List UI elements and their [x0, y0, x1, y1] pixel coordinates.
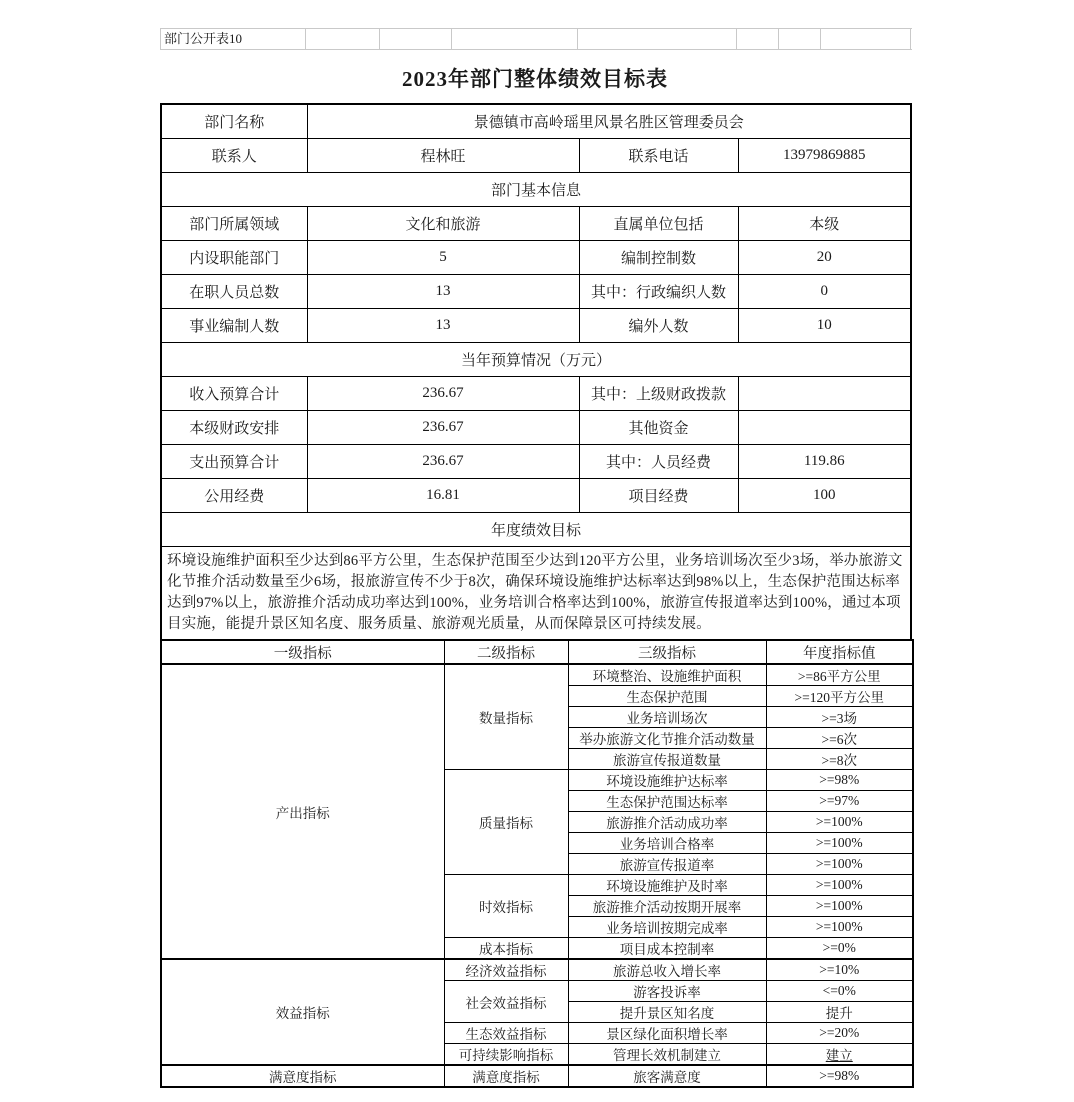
subunits-value: 本级 [738, 207, 911, 241]
superior-funds-label: 其中：上级财政拨款 [579, 377, 738, 411]
level3-cell: 环境设施维护达标率 [568, 770, 766, 791]
expense-budget-value: 236.67 [307, 445, 579, 479]
level1-cell-satisfaction: 满意度指标 [161, 1065, 444, 1087]
target-cell: >=100% [766, 896, 913, 917]
public-funds-row [161, 479, 911, 513]
level2-cell-quality: 质量指标 [444, 770, 568, 875]
target-cell: >=3场 [766, 707, 913, 728]
external-staff-label: 编外人数 [579, 309, 738, 343]
level3-cell: 环境整治、设施维护面积 [568, 664, 766, 686]
phone-label: 联系电话 [579, 139, 738, 173]
expense-budget-label: 支出预算合计 [161, 445, 307, 479]
level2-cell-social: 社会效益指标 [444, 981, 568, 1023]
project-funds-label: 项目经费 [579, 479, 738, 513]
sheet-label-cell: 部门公开表10 [160, 29, 306, 49]
phone-value: 13979869885 [738, 139, 911, 173]
level3-cell: 旅游推介活动按期开展率 [568, 896, 766, 917]
dept-name-row [161, 104, 911, 139]
empty-grid-cell [821, 29, 911, 49]
empty-grid-cell [737, 29, 779, 49]
indicator-row [161, 1065, 913, 1087]
indicator-header-row [161, 640, 913, 664]
internal-depts-label: 内设职能部门 [161, 241, 307, 275]
level3-cell: 环境设施维护及时率 [568, 875, 766, 896]
annual-goal-text: 环境设施维护面积至少达到86平方公里，生态保护范围至少达到120平方公里，业务培训场次至少3场，举办旅游文化节推介活动数量至少6场，报旅游宣传不少于8次，确保环境设施维护达标率达到98%以上，生态保护范围达标率达到97%以上，旅游推介活动成功率达到100%，业务培训合格率达到100%，旅游宣传报道率达到100%，通过本项目实施，能提升景区知名度、服务质量、旅游观光质量，从而保障景区可持续发展。 [161, 547, 911, 641]
employees-row [161, 275, 911, 309]
employees-total-label: 在职人员总数 [161, 275, 307, 309]
target-cell: >=6次 [766, 728, 913, 749]
admin-staff-value: 0 [738, 275, 911, 309]
document-content [160, 28, 912, 1088]
level2-cell-quantity: 数量指标 [444, 664, 568, 770]
domain-label: 部门所属领域 [161, 207, 307, 241]
public-funds-value: 16.81 [307, 479, 579, 513]
external-staff-value: 10 [738, 309, 911, 343]
level3-cell: 景区绿化面积增长率 [568, 1023, 766, 1044]
institution-staff-label: 事业编制人数 [161, 309, 307, 343]
indicator-table [160, 639, 914, 1088]
target-cell: >=100% [766, 812, 913, 833]
personnel-funds-label: 其中：人员经费 [579, 445, 738, 479]
level3-cell: 举办旅游文化节推介活动数量 [568, 728, 766, 749]
target-cell: >=86平方公里 [766, 664, 913, 686]
header-level3: 三级指标 [568, 640, 766, 664]
staffing-quota-value: 20 [738, 241, 911, 275]
target-cell: 建立 [766, 1044, 913, 1066]
level2-cell-satisfaction: 满意度指标 [444, 1065, 568, 1087]
local-finance-row [161, 411, 911, 445]
level3-cell: 生态保护范围达标率 [568, 791, 766, 812]
budget-section-row [161, 343, 911, 377]
target-cell: 提升 [766, 1002, 913, 1023]
goal-section-row [161, 513, 911, 547]
subunits-label: 直属单位包括 [579, 207, 738, 241]
indicator-row [161, 664, 913, 686]
income-budget-label: 收入预算合计 [161, 377, 307, 411]
level3-cell: 生态保护范围 [568, 686, 766, 707]
level3-cell: 旅游推介活动成功率 [568, 812, 766, 833]
expense-budget-row [161, 445, 911, 479]
target-cell: >=97% [766, 791, 913, 812]
level3-cell: 提升景区知名度 [568, 1002, 766, 1023]
public-funds-label: 公用经费 [161, 479, 307, 513]
institution-staff-value: 13 [307, 309, 579, 343]
level3-cell: 项目成本控制率 [568, 938, 766, 960]
superior-funds-value [738, 377, 911, 411]
other-funds-value [738, 411, 911, 445]
empty-grid-cell [452, 29, 578, 49]
header-level1: 一级指标 [161, 640, 444, 664]
domain-value: 文化和旅游 [307, 207, 579, 241]
employees-total-value: 13 [307, 275, 579, 309]
page-title: 2023年部门整体绩效目标表 [402, 67, 668, 91]
indicator-row [161, 959, 913, 981]
level2-cell-cost: 成本指标 [444, 938, 568, 960]
goal-section-title: 年度绩效目标 [161, 513, 911, 547]
goal-text-row [161, 547, 911, 641]
target-cell: >=100% [766, 917, 913, 938]
level1-cell-output: 产出指标 [161, 664, 444, 959]
level2-cell-economic: 经济效益指标 [444, 959, 568, 981]
target-cell: >=0% [766, 938, 913, 960]
level3-cell: 业务培训场次 [568, 707, 766, 728]
local-finance-label: 本级财政安排 [161, 411, 307, 445]
budget-section-title: 当年预算情况（万元） [161, 343, 911, 377]
institution-staff-row [161, 309, 911, 343]
contact-label: 联系人 [161, 139, 307, 173]
level3-cell: 业务培训按期完成率 [568, 917, 766, 938]
target-cell: >=100% [766, 833, 913, 854]
target-cell: >=8次 [766, 749, 913, 770]
level2-cell-ecological: 生态效益指标 [444, 1023, 568, 1044]
level3-cell: 旅客满意度 [568, 1065, 766, 1087]
basic-info-section-title: 部门基本信息 [161, 173, 911, 207]
empty-grid-cell [306, 29, 380, 49]
target-cell: >=120平方公里 [766, 686, 913, 707]
empty-grid-cell [578, 29, 737, 49]
contact-row [161, 139, 911, 173]
spreadsheet-gridline-row [160, 28, 912, 50]
income-budget-row [161, 377, 911, 411]
basic-info-section-row [161, 173, 911, 207]
dept-name-label: 部门名称 [161, 104, 307, 139]
domain-row [161, 207, 911, 241]
target-cell: >=100% [766, 854, 913, 875]
target-cell: <=0% [766, 981, 913, 1002]
target-cell: >=98% [766, 770, 913, 791]
level3-cell: 旅游宣传报道率 [568, 854, 766, 875]
header-level2: 二级指标 [444, 640, 568, 664]
staffing-quota-label: 编制控制数 [579, 241, 738, 275]
internal-depts-row [161, 241, 911, 275]
target-cell: >=20% [766, 1023, 913, 1044]
income-budget-value: 236.67 [307, 377, 579, 411]
header-target: 年度指标值 [766, 640, 913, 664]
level3-cell: 旅游总收入增长率 [568, 959, 766, 981]
level3-cell: 业务培训合格率 [568, 833, 766, 854]
other-funds-label: 其他资金 [579, 411, 738, 445]
dept-name-value: 景德镇市高岭瑶里风景名胜区管理委员会 [307, 104, 911, 139]
empty-grid-cell [779, 29, 821, 49]
local-finance-value: 236.67 [307, 411, 579, 445]
level3-cell: 游客投诉率 [568, 981, 766, 1002]
target-cell: >=10% [766, 959, 913, 981]
project-funds-value: 100 [738, 479, 911, 513]
level3-cell: 管理长效机制建立 [568, 1044, 766, 1066]
level3-cell: 旅游宣传报道数量 [568, 749, 766, 770]
level1-cell-benefit: 效益指标 [161, 959, 444, 1065]
target-cell: >=98% [766, 1065, 913, 1087]
level2-cell-sustainability: 可持续影响指标 [444, 1044, 568, 1066]
internal-depts-value: 5 [307, 241, 579, 275]
empty-grid-cell [380, 29, 452, 49]
admin-staff-label: 其中：行政编织人数 [579, 275, 738, 309]
personnel-funds-value: 119.86 [738, 445, 911, 479]
target-cell: >=100% [766, 875, 913, 896]
department-info-table [160, 103, 912, 641]
contact-value: 程林旺 [307, 139, 579, 173]
level2-cell-timeliness: 时效指标 [444, 875, 568, 938]
